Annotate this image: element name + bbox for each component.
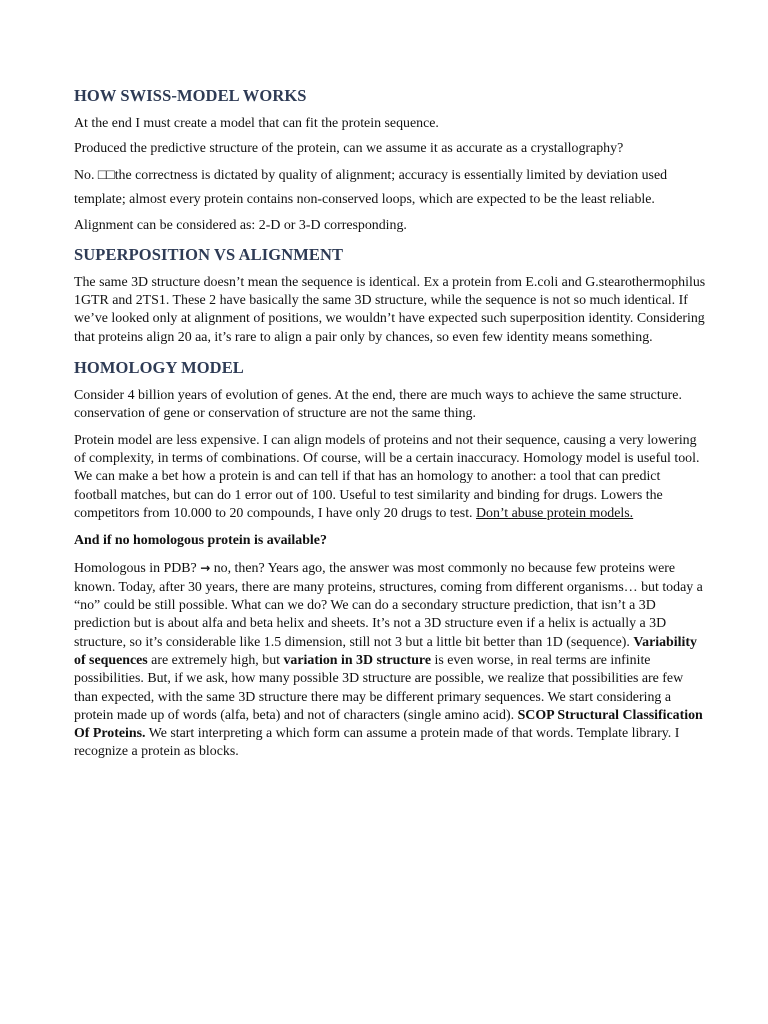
bold-text: SCOP Structural Classification Of Proteins.: [74, 707, 703, 742]
underlined-text: Don’t abuse protein models.: [476, 505, 634, 521]
paragraph: Consider 4 billion years of evolution of genes. At the end, there are much ways to achieve the same structure. conservation of gene or conservation of structure are not the same thing.: [74, 388, 682, 422]
subheading-no-homologous: [74, 532, 706, 550]
bold-text: variation in 3D structure: [283, 652, 431, 668]
heading-homology-model: HOMOLOGY MODEL: [74, 358, 244, 378]
paragraph: At the end I must create a model that can fit the protein sequence.: [74, 116, 439, 131]
right-arrow-icon: →: [200, 561, 211, 576]
paragraph: [74, 432, 706, 523]
paragraph: No. □□the correctness is dictated by quality of alignment; accuracy is essentially limited by deviation used template; almost every protein contains non-conserved loops, which are expected to be the least reliable.: [74, 167, 668, 207]
text-run: are extremely high, but: [147, 652, 284, 668]
heading-how-swiss-model-works: HOW SWISS-MODEL WORKS: [74, 86, 307, 105]
paragraph: Alignment can be considered as: 2-D or 3-D corresponding.: [74, 217, 407, 233]
text-run: Homologous in PDB?: [74, 561, 201, 577]
heading-superposition-vs-alignment: SUPERPOSITION VS ALIGNMENT: [74, 244, 344, 264]
text-run: no, then? Years ago, the answer was most commonly no because few proteins were known. Today, after 30 years, there are many proteins, structures, coming from different organisms… but today a “no” could be still possible. What can we do? We can do a secondary structure prediction, that isn’t a 3D prediction but is about alfa and beta helix and sheets. It’s not a 3D structure even if a helix is actually a 3D structure, so it’s considerable like 1.5 dimension, still not 3 but a little bit better than 1D (sequence).: [74, 561, 703, 650]
bold-text: Variability of sequences: [74, 634, 697, 668]
text-run: is even worse, in real terms are infinite possibilities. But, if we ask, how many possible 3D structure are possible, we realize that possibilities are few than expected, with the same 3D structure there may be different primary sequences. We start considering a protein made up of words (alfa, beta) and not of characters (single amino acid).: [74, 652, 684, 723]
paragraph: [74, 559, 706, 761]
text-run: We start interpreting a which form can assume a protein made of that words. Template library. I recognize a protein as blocks.: [74, 726, 680, 760]
document-content: [74, 86, 706, 769]
text-run: Protein model are less expensive. I can align models of proteins and not their sequence, causing a very lowering of complexity, in terms of combinations. Of course, will be a certain inaccuracy. Homology model is useful tool. We can make a bet how a protein is and can tell if that has an homology to another: a tool that can predict football matches, but can do 1 error out of 100. Useful to test similarity and binding for drugs. Lowers the competitors from 10.000 to 20 compounds, I have only 20 drugs to test.: [74, 432, 700, 521]
paragraph: The same 3D structure doesn’t mean the sequence is identical. Ex a protein from E.coli and G.stearothermophilus 1GTR and 2TS1. These 2 have basically the same 3D structure, while the sequence is not so much identical. If we’ve looked only at alignment of positions, we wouldn’t have expected such superposition identity. Considering that proteins align 20 aa, it’s rare to align a pair only by chances, so even few identity means something.: [74, 274, 706, 345]
subheading-text: And if no homologous protein is available?: [74, 533, 327, 549]
paragraph: Produced the predictive structure of the protein, can we assume it as accurate as a crystallography?: [74, 141, 624, 157]
